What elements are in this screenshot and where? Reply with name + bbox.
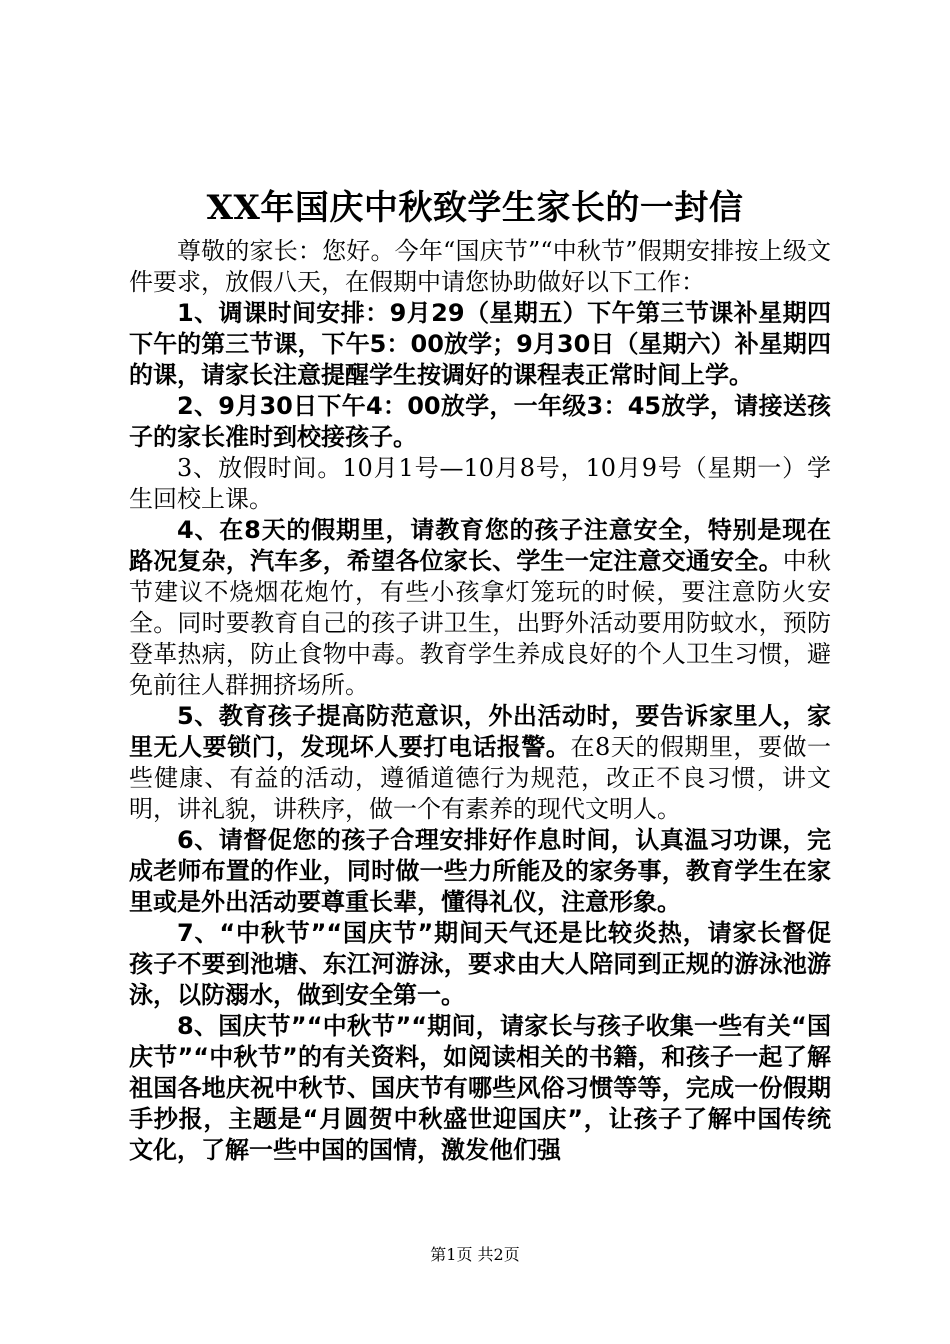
page-title: XX年国庆中秋致学生家长的一封信	[206, 188, 744, 228]
greeting-paragraph: 尊敬的家长：您好。今年“国庆节”“中秋节”假期安排按上级文件要求，放假八天，在假期中请您协助做好以下工作：	[129, 237, 831, 296]
item-4-text-bold: 4、在8天的假期里，请教育您的孩子注意安全，特别是现在路况复杂，汽车多，希望各位家长、学生一定注意交通安全。	[129, 516, 831, 575]
page-number-footer: 第1页 共2页	[430, 1245, 520, 1264]
item-7-paragraph: 7、“中秋节”“国庆节”期间天气还是比较炎热，请家长督促孩子不要到池塘、东江河游泳，要求由大人陪同到正规的游泳池游泳，以防溺水，做到安全第一。	[129, 919, 831, 1009]
item-2-paragraph: 2、9月30日下午4：00放学，一年级3：45放学，请接送孩子的家长准时到校接孩子。	[129, 392, 831, 451]
item-3-paragraph: 3、放假时间。10月1号—10月8号，10月9号（星期一）学生回校上课。	[129, 454, 831, 513]
item-5-text-regular: 在8天的假期里，要做一些健康、有益的活动，遵循道德行为规范，改正不良习惯，讲文明，讲礼貌，讲秩序，做一个有素养的现代文明人。	[129, 733, 831, 823]
item-5-paragraph	[129, 701, 831, 825]
item-6-paragraph: 6、请督促您的孩子合理安排好作息时间，认真温习功课，完成老师布置的作业，同时做一些力所能及的家务事，教育学生在家里或是外出活动要尊重长辈，懂得礼仪，注意形象。	[129, 826, 831, 916]
item-4-text-regular: 中秋节建议不烧烟花炮竹，有些小孩拿灯笼玩的时候，要注意防火安全。同时要教育自己的孩子讲卫生，出野外活动要用防蚊水，预防登革热病，防止食物中毒。教育学生养成良好的个人卫生习惯，避免前往人群拥挤场所。	[129, 547, 832, 699]
letter-body	[129, 236, 831, 1166]
item-5-text-bold: 5、教育孩子提高防范意识，外出活动时，要告诉家里人，家里无人要锁门，发现坏人要打电话报警。	[129, 702, 831, 761]
item-1-paragraph: 1、调课时间安排：9月29（星期五）下午第三节课补星期四下午的第三节课，下午5：00放学；9月30日（星期六）补星期四的课，请家长注意提醒学生按调好的课程表正常时间上学。	[129, 299, 831, 389]
item-8-paragraph: 8、国庆节”“中秋节”“期间，请家长与孩子收集一些有关“国庆节”“中秋节”的有关资料，如阅读相关的书籍，和孩子一起了解祖国各地庆祝中秋节、国庆节有哪些风俗习惯等等，完成一份假期手抄报，主题是“月圆贺中秋盛世迎国庆”，让孩子了解中国传统文化，了解一些中国的国情，激发他们强	[129, 1012, 831, 1164]
item-4-paragraph	[129, 515, 831, 701]
